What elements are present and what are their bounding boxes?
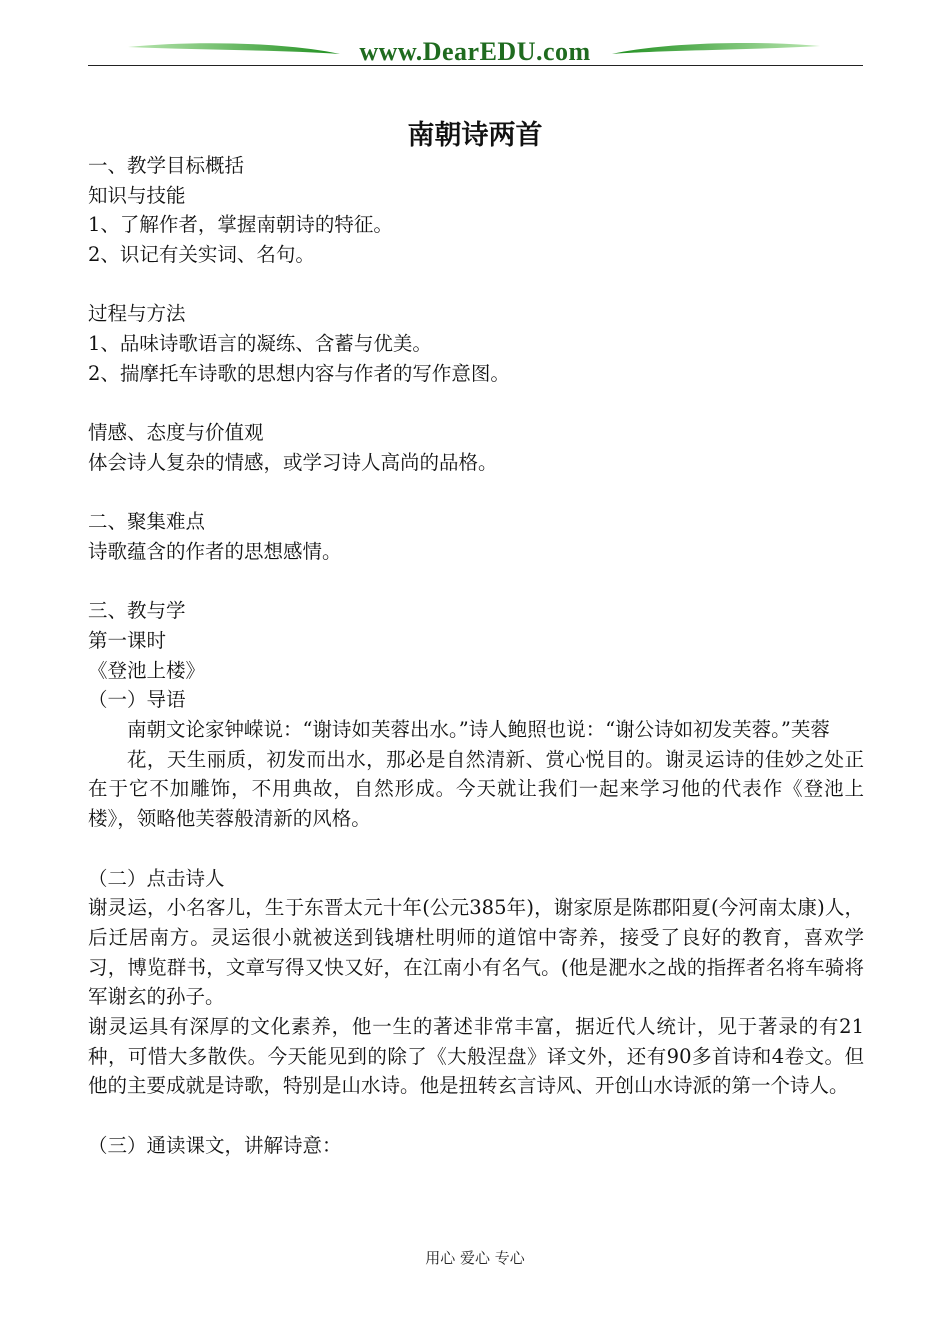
page-footer: 用心 爱心 专心: [425, 1249, 525, 1267]
intro-paragraph-continued: 花，天生丽质，初发而出水，那必是自然清新、赏心悦目的。谢灵运诗的佳妙之处正在于它不加雕饰，不用典故，自然形成。今天就让我们一起来学习他的代表作《登池上楼》，领略他芙蓉般清新的风格。: [88, 747, 864, 831]
subheading-knowledge-skills: 知识与技能: [88, 183, 186, 207]
site-header: [0, 0, 950, 80]
site-logo-text[interactable]: www.DearEDU.com: [359, 37, 591, 66]
spacer: [88, 389, 864, 419]
header-divider: [88, 65, 863, 66]
list-item: 2、识记有关实词、名句。: [88, 243, 315, 267]
subheading-reading: （三）通读课文，讲解诗意：: [88, 1133, 342, 1157]
intro-paragraph: 南朝文论家钟嵘说：“谢诗如芙蓉出水。”诗人鲍照也说：“谢公诗如初发芙蓉。”芙蓉: [127, 718, 830, 742]
spacer: [88, 270, 864, 300]
section-heading-difficulties: 二、聚集难点: [88, 510, 206, 534]
subheading-emotion-values: 情感、态度与价值观: [88, 421, 264, 445]
subheading-intro: （一）导语: [88, 688, 186, 712]
list-item: 1、了解作者，掌握南朝诗的特征。: [88, 213, 393, 237]
body-text: 体会诗人复杂的情感，或学习诗人高尚的品格。: [88, 450, 498, 474]
spacer: [88, 1101, 864, 1131]
subheading-poet: （二）点击诗人: [88, 866, 225, 890]
poem-title: 《登池上楼》: [88, 658, 206, 682]
list-item: 2、揣摩托车诗歌的思想内容与作者的写作意图。: [88, 361, 510, 385]
poet-works-paragraph: 谢灵运具有深厚的文化素养，他一生的著述非常丰富，据近代人统计，见于著录的有21种，可惜大多散佚。今天能见到的除了《大般涅盘》译文外，还有90多首诗和4卷文。但他的主要成就是诗歌，特别是山水诗。他是扭转玄言诗风、开创山水诗派的第一个诗人。: [88, 1015, 864, 1098]
section-heading-teaching: 三、教与学: [88, 599, 186, 623]
spacer: [88, 834, 864, 864]
document-body: [88, 151, 864, 1161]
section-heading-objectives: 一、教学目标概括: [88, 154, 245, 177]
spacer: [88, 567, 864, 597]
poet-bio-paragraph: 谢灵运，小名客儿，生于东晋太元十年(公元385年)，谢家原是陈郡阳夏(今河南太康)人，后迁居南方。灵运很小就被送到钱塘杜明师的道馆中寄养，接受了良好的教育，喜欢学习，博览群书，文章写得又快又好，在江南小有名气。(他是淝水之战的指挥者名将车骑将军谢玄的孙子。: [88, 896, 864, 1009]
spacer: [88, 478, 864, 508]
list-item: 1、品味诗歌语言的凝练、含蓄与优美。: [88, 332, 432, 356]
document-title: 南朝诗两首: [407, 120, 543, 151]
subheading-process-methods: 过程与方法: [88, 302, 186, 326]
body-text: 诗歌蕴含的作者的思想感情。: [88, 539, 342, 563]
lesson-label: 第一课时: [88, 629, 167, 652]
